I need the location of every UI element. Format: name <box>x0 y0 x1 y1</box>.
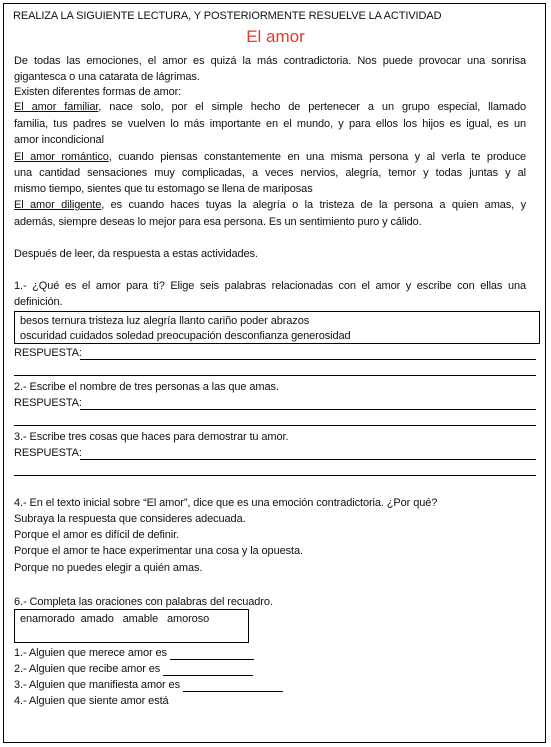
q6-sentence-3 <box>14 680 283 692</box>
diligent-line-2: además, siempre deseas lo mejor para esa persona. Es un sentimiento puro y cálido. <box>14 216 422 228</box>
romantic-term: El amor romántico <box>14 151 109 163</box>
q1-words-line-1: besos ternura tristeza luz alegría llanto cariño poder abrazos <box>20 315 310 327</box>
q1-line-2: definición. <box>14 296 63 308</box>
q3-text: 3.- Escribe tres cosas que haces para demostrar tu amor. <box>14 431 289 443</box>
romantic-line-1-rest: , cuando piensas constantemente en una misma persona y al verla te produce <box>108 151 526 163</box>
familiar-line-3: amor incondicional <box>14 134 104 146</box>
romantic-line-1 <box>14 152 526 163</box>
q6-sentence-1 <box>14 648 254 660</box>
q1-answer-line-1[interactable] <box>80 359 536 360</box>
q6-text: 6.- Completa las oraciones con palabras del recuadro. <box>14 596 273 608</box>
q2-text: 2.- Escribe el nombre de tres personas a las que amas. <box>14 381 279 393</box>
intro-line-1: De todas las emociones, el amor es quizá la más contradictoria. Nos puede provocar una sonrisa <box>14 55 526 67</box>
familiar-line-2: familia, tus padres se vuelven lo más importante en el mundo, y para ellos los hijos es igual, es un <box>14 118 526 130</box>
q6-sentence-2 <box>14 664 253 676</box>
q6-sentence-3-text: 3.- Alguien que manifiesta amor es <box>14 679 180 691</box>
intro-line-2: gigantesca o una catarata de lágrimas. <box>14 71 200 83</box>
q6-words: enamorado amado amable amoroso <box>20 613 210 625</box>
q2-answer-line-1[interactable] <box>80 409 536 410</box>
q4-option-2[interactable]: Porque el amor te hace experimentar una cosa y la opuesta. <box>14 545 303 557</box>
q6-sentence-4: 4.- Alguien que siente amor está <box>14 695 169 707</box>
q3-answer-line-2[interactable] <box>14 475 536 476</box>
q1-line-1: 1.- ¿Qué es el amor para ti? Elige seis palabras relacionadas con el amor y escribe con ellas una <box>14 280 526 292</box>
q4-line-1: 4.- En el texto inicial sobre “El amor”, dice que es una emoción contradictoria. ¿Por qué? <box>14 497 438 509</box>
q6-sentence-1-text: 1.- Alguien que merece amor es <box>14 647 167 659</box>
page-title: El amor <box>246 27 305 46</box>
q4-option-1[interactable]: Porque el amor es difícil de definir. <box>14 529 180 541</box>
after-reading-instruction: Después de leer, da respuesta a estas actividades. <box>14 248 258 260</box>
q4-option-3[interactable]: Porque no puedes elegir a quién amas. <box>14 562 203 574</box>
q6-sentence-2-blank[interactable] <box>163 664 253 676</box>
familiar-line-1-rest: , nace solo, por el simple hecho de pertenecer a un grupo especial, llamado <box>98 101 526 113</box>
q6-sentence-1-blank[interactable] <box>170 648 254 660</box>
forms-intro: Existen diferentes formas de amor: <box>14 86 182 98</box>
romantic-line-2: una cantidad sensaciones muy complicadas, a veces nervios, alegría, temor y todas juntas y al <box>14 167 526 179</box>
diligent-term: El amor diligente <box>14 199 102 211</box>
q2-answer-line-2[interactable] <box>14 425 536 426</box>
familiar-line-1 <box>14 102 526 113</box>
familiar-term: El amor familiar <box>14 101 99 113</box>
q6-sentence-3-blank[interactable] <box>183 680 283 692</box>
q3-answer-label: RESPUESTA: <box>14 447 82 459</box>
q4-line-2: Subraya la respuesta que consideres adecuada. <box>14 513 246 525</box>
diligent-line-1-rest: , es cuando haces tuyas la alegría o la tristeza de la persona a quien amas, y <box>101 199 526 211</box>
diligent-line-1 <box>14 200 526 211</box>
q1-answer-label: RESPUESTA: <box>14 347 82 359</box>
header-instruction: REALIZA LA SIGUIENTE LECTURA, Y POSTERIORMENTE RESUELVE LA ACTIVIDAD <box>13 10 442 22</box>
romantic-line-3: mismo tiempo, sientes que tu estomago se llena de mariposas <box>14 183 313 195</box>
q1-words-line-2: oscuridad cuidados soledad preocupación desconfianza generosidad <box>20 330 351 342</box>
q2-answer-label: RESPUESTA: <box>14 397 82 409</box>
q1-answer-line-2[interactable] <box>14 375 536 376</box>
q3-answer-line-1[interactable] <box>80 459 536 460</box>
q6-sentence-2-text: 2.- Alguien que recibe amor es <box>14 663 161 675</box>
